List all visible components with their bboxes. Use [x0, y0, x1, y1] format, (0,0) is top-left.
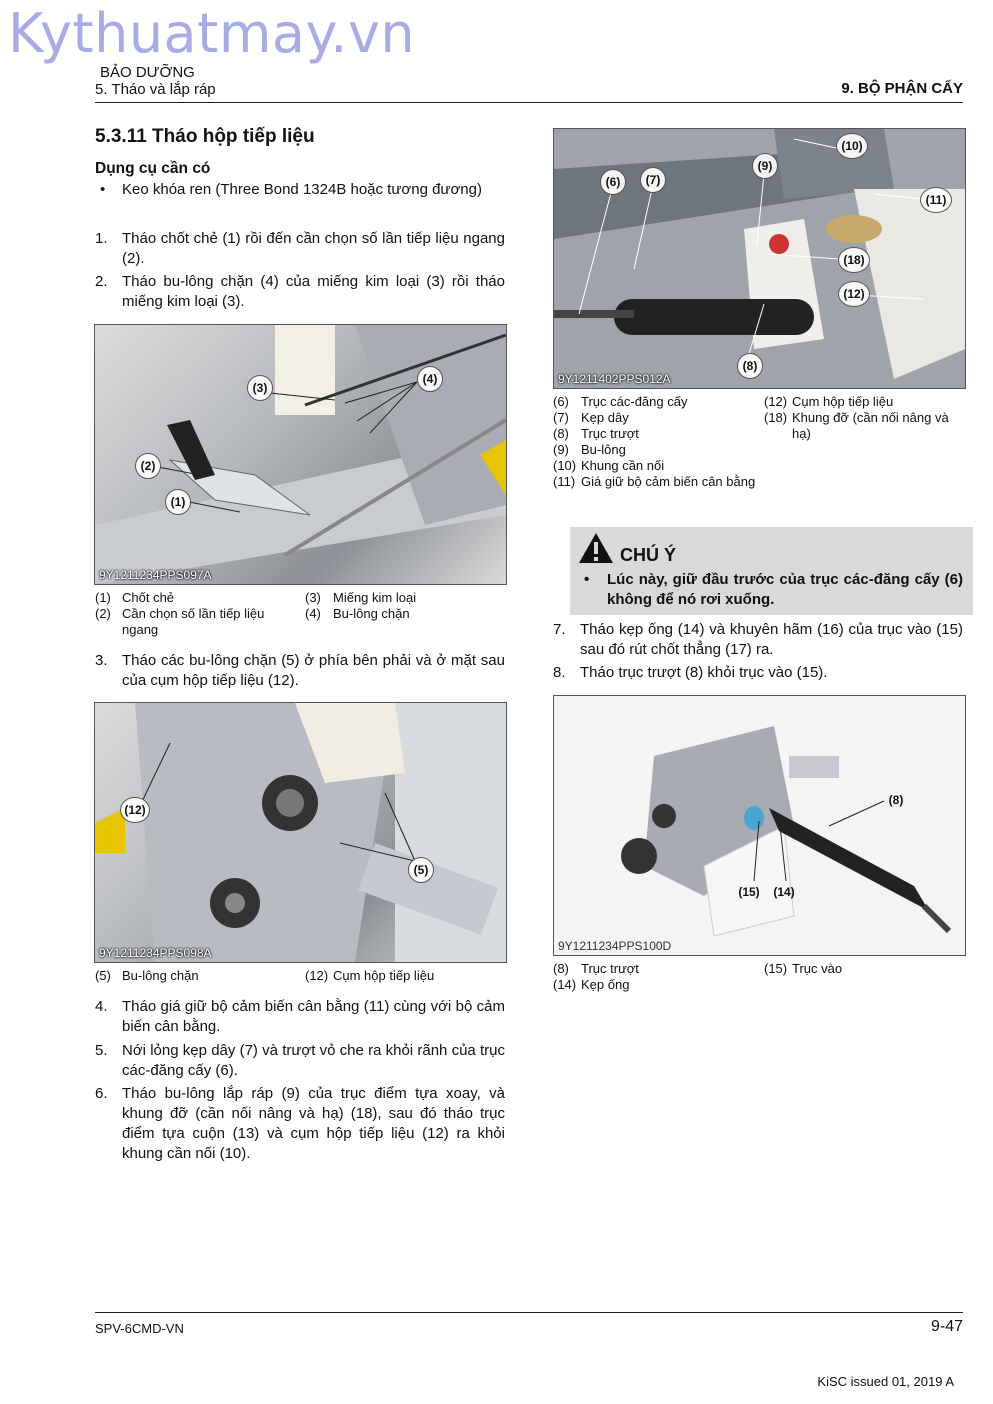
- caution-title: CHÚ Ý: [620, 545, 677, 565]
- caution-text: Lúc này, giữ đầu trước của trục các-đăng cấy (6) không để nó rơi xuống.: [607, 571, 963, 608]
- step-4: 4. Tháo giá giữ bộ cảm biến cân bằng (11) cùng với bộ cảm biến cân bằng.: [95, 998, 505, 1035]
- figure-3-photo: [553, 128, 966, 389]
- callout-2: (2): [135, 453, 161, 479]
- page-number: 9-47: [930, 1318, 963, 1335]
- figure-2-photo: [94, 702, 507, 963]
- figure-3-legend-right: (12) Cụm hộp tiếp liệu (18) Khung đỡ (cần nối nâng và hạ): [764, 394, 949, 441]
- tools-heading: Dụng cụ cần có: [95, 160, 211, 177]
- step-7: 7. Tháo kẹp ống (14) và khuyên hãm (16) của trục vào (15) sau đó rút chốt thẳng (17) ra.: [553, 621, 963, 658]
- figure-2-legend-right: (12) Cụm hộp tiếp liệu: [305, 968, 435, 983]
- callout-11: (11): [920, 187, 952, 213]
- figure-4-legend-left: (8) Trục trượt (14) Kẹp ống: [553, 961, 639, 992]
- page-title: 5.3.11 Tháo hộp tiếp liệu: [95, 126, 315, 147]
- figure-1-legend-right: (3) Miếng kim loại (4) Bu-lông chặn: [305, 590, 417, 621]
- step-5: 5. Nới lỏng kẹp dây (7) và trượt vỏ che ra khỏi rãnh của trục các-đăng cấy (6).: [95, 1042, 505, 1079]
- callout-6: (6): [600, 169, 626, 195]
- callout-8: (8): [737, 353, 763, 379]
- figure-1-photo: [94, 324, 507, 585]
- callout-1: (1): [165, 489, 191, 515]
- footer-rule: [95, 1312, 963, 1313]
- callout-5: (5): [408, 857, 434, 883]
- step-6: 6. Tháo bu-lông lắp ráp (9) của trục điểm tựa xoay, và khung đỡ (cần nối nâng và hạ) (18), sau đó tháo trục điểm tựa cuộn (13) và cụm hộp tiếp liệu (12) ra khỏi khung cần nối (10).: [95, 1085, 505, 1162]
- figure-1-code: 9Y1211234PPS097A: [99, 568, 212, 582]
- callout-4: (4): [417, 366, 443, 392]
- figure-1-illustration: [95, 325, 506, 584]
- figure-3-code: 9Y1211402PPS012A: [558, 372, 671, 386]
- step-1: 1. Tháo chốt chẻ (1) rồi đến cần chọn số lần tiếp liệu ngang (2).: [95, 230, 505, 267]
- figure-4-code: 9Y1211234PPS100D: [558, 939, 672, 953]
- callout-15: (15): [738, 885, 760, 899]
- callout-3: (3): [247, 375, 273, 401]
- callout-14: (14): [773, 885, 795, 899]
- figure-4-legend-right: (15) Trục vào: [764, 961, 843, 976]
- bullet: •: [100, 181, 106, 198]
- step-8: 8. Tháo trục trượt (8) khỏi trục vào (15).: [553, 664, 828, 681]
- figure-2-code: 9Y1211234PPS098A: [99, 946, 212, 960]
- figure-4-illustration: [554, 696, 965, 955]
- callout-8b: (8): [888, 793, 904, 807]
- callout-7: (7): [640, 167, 666, 193]
- callout-10: (10): [836, 133, 868, 159]
- header-rule: [95, 102, 963, 103]
- tools-item: Keo khóa ren (Three Bond 1324B hoặc tương đương): [122, 181, 482, 198]
- watermark: Kythuatmay.vn: [8, 2, 416, 65]
- step-2: 2. Tháo bu-lông chặn (4) của miếng kim loại (3) rồi tháo miếng kim loại (3).: [95, 273, 505, 310]
- figure-4-photo: [553, 695, 966, 956]
- callout-9: (9): [752, 153, 778, 179]
- figure-2-illustration: [95, 703, 506, 962]
- callout-12b: (12): [838, 281, 870, 307]
- warning-icon: [578, 532, 614, 564]
- footer-doc-code: SPV-6CMD-VN: [95, 1321, 184, 1336]
- figure-3-legend-left: (6) Trục các-đăng cấy (7) Kẹp dây (8) Trục trượt (9) Bu-lông (10) Khung cần nối (11) Giá giữ bộ cảm biến cân bằng: [553, 394, 756, 489]
- figure-2-legend-left: (5) Bu-lông chặn: [95, 968, 199, 983]
- header-section: BẢO DƯỠNG: [100, 64, 195, 81]
- footer-issue: KiSC issued 01, 2019 A: [817, 1374, 954, 1389]
- callout-18: (18): [838, 247, 870, 273]
- step-3: 3. Tháo các bu-lông chặn (5) ở phía bên phải và ở mặt sau của cụm hộp tiếp liệu (12).: [95, 652, 505, 689]
- header-chapter: 9. BỘ PHẬN CẤY: [841, 80, 963, 97]
- figure-1-legend-left: (1) Chốt chẻ (2) Cần chọn số lần tiếp liệu ngang: [95, 590, 265, 637]
- header-subsection: 5. Tháo và lắp ráp: [95, 81, 216, 98]
- caution-box: [570, 527, 973, 615]
- callout-12: (12): [120, 797, 150, 823]
- caution-bullet: •: [584, 571, 590, 588]
